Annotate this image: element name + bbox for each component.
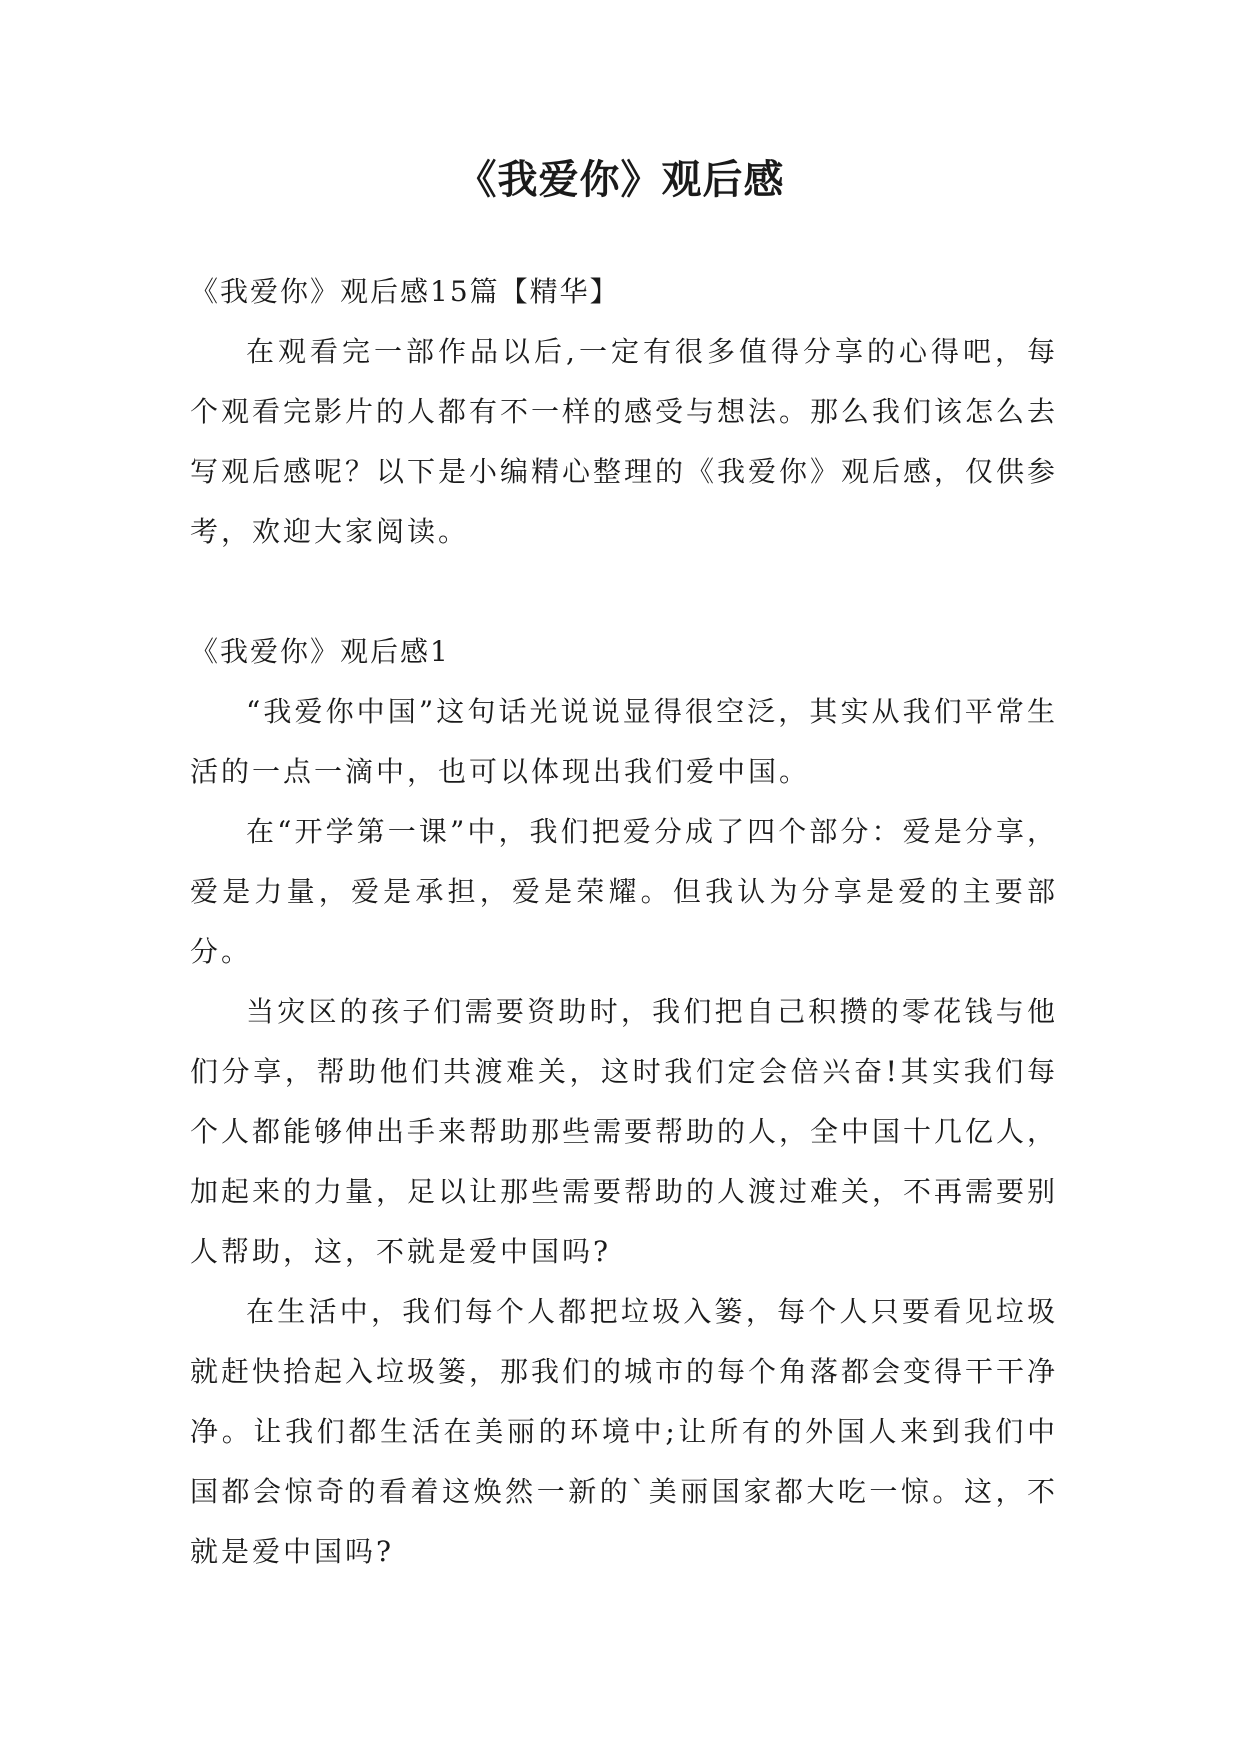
section-spacer	[190, 562, 1058, 622]
body-paragraph: 在生活中，我们每个人都把垃圾入篓，每个人只要看见垃圾就赶快拾起入垃圾篓，那我们的城市的每个角落都会变得干干净净。让我们都生活在美丽的环境中;让所有的外国人来到我们中国都会惊奇的看着这焕然一新的`美丽国家都大吃一惊。这，不就是爱中国吗?	[190, 1295, 1059, 1568]
body-paragraph: 当灾区的孩子们需要资助时，我们把自己积攒的零花钱与他们分享，帮助他们共渡难关，这时我们定会倍兴奋!其实我们每个人都能够伸出手来帮助那些需要帮助的人，全中国十几亿人，加起来的力量，足以让那些需要帮助的人渡过难关，不再需要别人帮助，这，不就是爱中国吗?	[190, 995, 1059, 1268]
section-heading: 《我爱你》观后感1	[190, 635, 450, 668]
document-subtitle: 《我爱你》观后感15篇【精华】	[190, 275, 620, 308]
document-body	[190, 262, 1058, 1582]
intro-paragraph: 在观看完一部作品以后,一定有很多值得分享的心得吧，每个观看完影片的人都有不一样的感受与想法。那么我们该怎么去写观后感呢？以下是小编精心整理的《我爱你》观后感，仅供参考，欢迎大家阅读。	[190, 335, 1059, 548]
page-title: 《我爱你》观后感	[456, 156, 785, 203]
body-paragraph: 在“开学第一课”中，我们把爱分成了四个部分：爱是分享，爱是力量，爱是承担，爱是荣耀。但我认为分享是爱的主要部分。	[190, 815, 1058, 968]
body-paragraph: “我爱你中国”这句话光说说显得很空泛，其实从我们平常生活的一点一滴中，也可以体现出我们爱中国。	[190, 695, 1058, 788]
